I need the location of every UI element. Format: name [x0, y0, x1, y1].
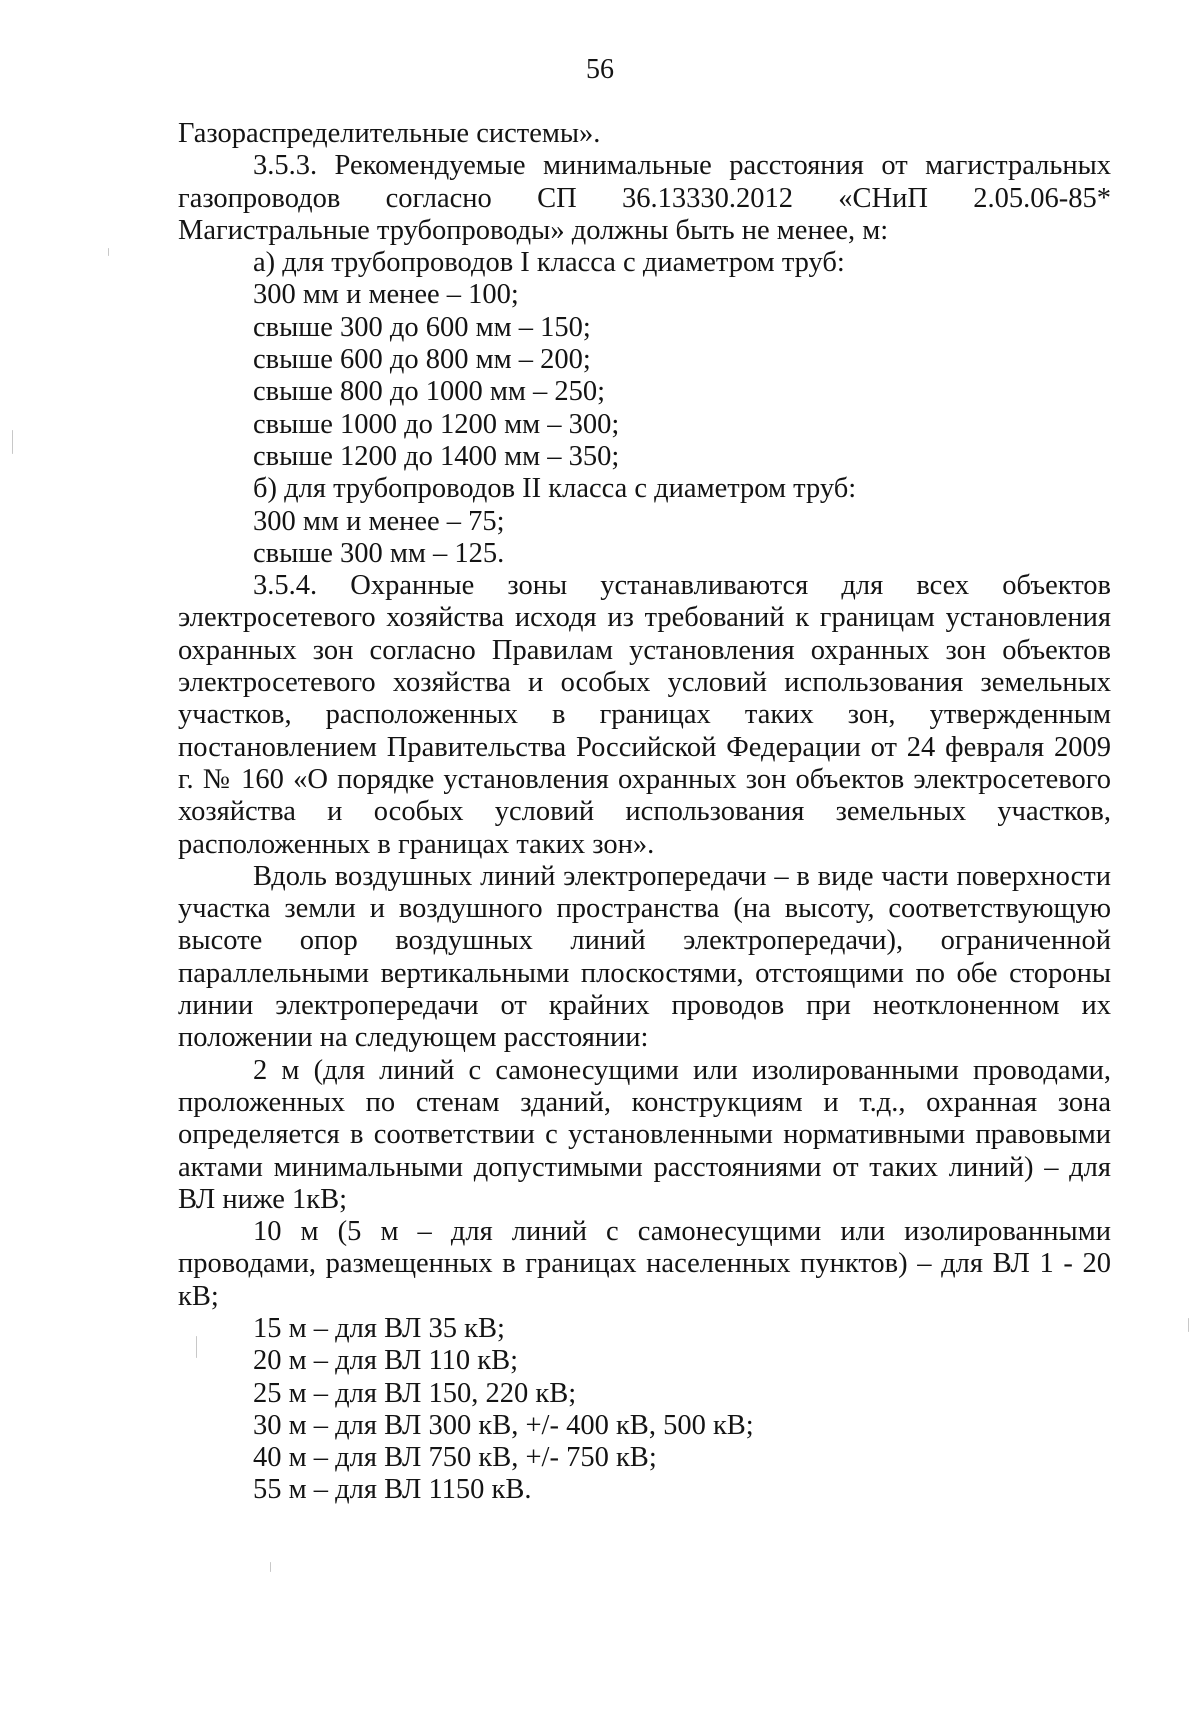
paragraph-continuation: Газораспределительные системы».: [178, 118, 601, 149]
scan-speck: [12, 430, 13, 454]
vl-item: 25 м – для ВЛ 150, 220 кВ;: [253, 1377, 577, 1409]
vl-item: 15 м – для ВЛ 35 кВ;: [253, 1312, 505, 1344]
document-body: [178, 118, 1111, 1507]
vl-item: 20 м – для ВЛ 110 кВ;: [253, 1345, 519, 1377]
paragraph-10m-zone: 10 м (5 м – для линий с самонесущими или изолированными проводами, размещенных в границах населенных пунктов) – для ВЛ 1 - 20 кВ;: [178, 1216, 1111, 1312]
class1-heading: а) для трубопроводов I класса с диаметром труб:: [253, 247, 845, 279]
class2-heading: б) для трубопроводов II класса с диаметром труб:: [253, 473, 857, 505]
class2-item: свыше 300 мм – 125.: [253, 537, 505, 569]
class1-item: свыше 600 до 800 мм – 200;: [253, 344, 591, 376]
class2-item: 300 мм и менее – 75;: [253, 505, 505, 537]
vl-item: 40 м – для ВЛ 750 кВ, +/- 750 кВ;: [253, 1442, 657, 1474]
vl-item: 55 м – для ВЛ 1150 кВ.: [253, 1474, 532, 1506]
paragraph-3-5-4: 3.5.4. Охранные зоны устанавливаются для всех объектов электросетевого хозяйства исходя из требований к границам установления охранных зон согласно Правилам установления охранных зон объектов электросетевого хозяйства и особых условий использования земельных участков, расположенных в границах таких зон, утвержденным постановлением Правительства Российской Федерации от 24 февраля 2009 г. № 160 «О порядке установления охранных зон объектов электросетевого хозяйства и особых условий использования земельных участков, расположенных в границах таких зон».: [178, 570, 1111, 860]
paragraph-2m-zone: 2 м (для линий с самонесущими или изолированными проводами, проложенных по стенам зданий, конструкциям и т.д., охранная зона определяется в соответствии с установленными нормативными правовыми актами минимальными допустимыми расстояниями от таких линий) – для ВЛ ниже 1кВ;: [178, 1054, 1111, 1215]
vl-item: 30 м – для ВЛ 300 кВ, +/- 400 кВ, 500 кВ;: [253, 1409, 754, 1441]
paragraph-overhead-lines: Вдоль воздушных линий электропередачи – в виде части поверхности участка земли и воздушного пространства (на высоту, соответствующую высоте опор воздушных линий электропередачи), ограниченной параллельными вертикальными плоскостями, отстоящими по обе стороны линии электропередачи от крайних проводов при неотклоненном их положении на следующем расстоянии:: [178, 860, 1111, 1054]
class1-item: свыше 800 до 1000 мм – 250;: [253, 376, 606, 408]
class1-item: свыше 300 до 600 мм – 150;: [253, 311, 591, 343]
paragraph-3-5-3: 3.5.3. Рекомендуемые минимальные расстояния от магистральных газопроводов согласно СП 36.13330.2012 «СНиП 2.05.06-85* Магистральные трубопроводы» должны быть не менее, м:: [178, 150, 1111, 246]
scan-speck: [108, 248, 109, 256]
class1-item: свыше 1200 до 1400 мм – 350;: [253, 440, 620, 472]
class1-item: 300 мм и менее – 100;: [253, 279, 519, 311]
scan-speck: [1188, 1318, 1189, 1332]
class1-item: свыше 1000 до 1200 мм – 300;: [253, 408, 620, 440]
scan-speck: [196, 1336, 197, 1358]
scan-speck: [270, 1562, 271, 1572]
page-number: 56: [586, 54, 614, 85]
